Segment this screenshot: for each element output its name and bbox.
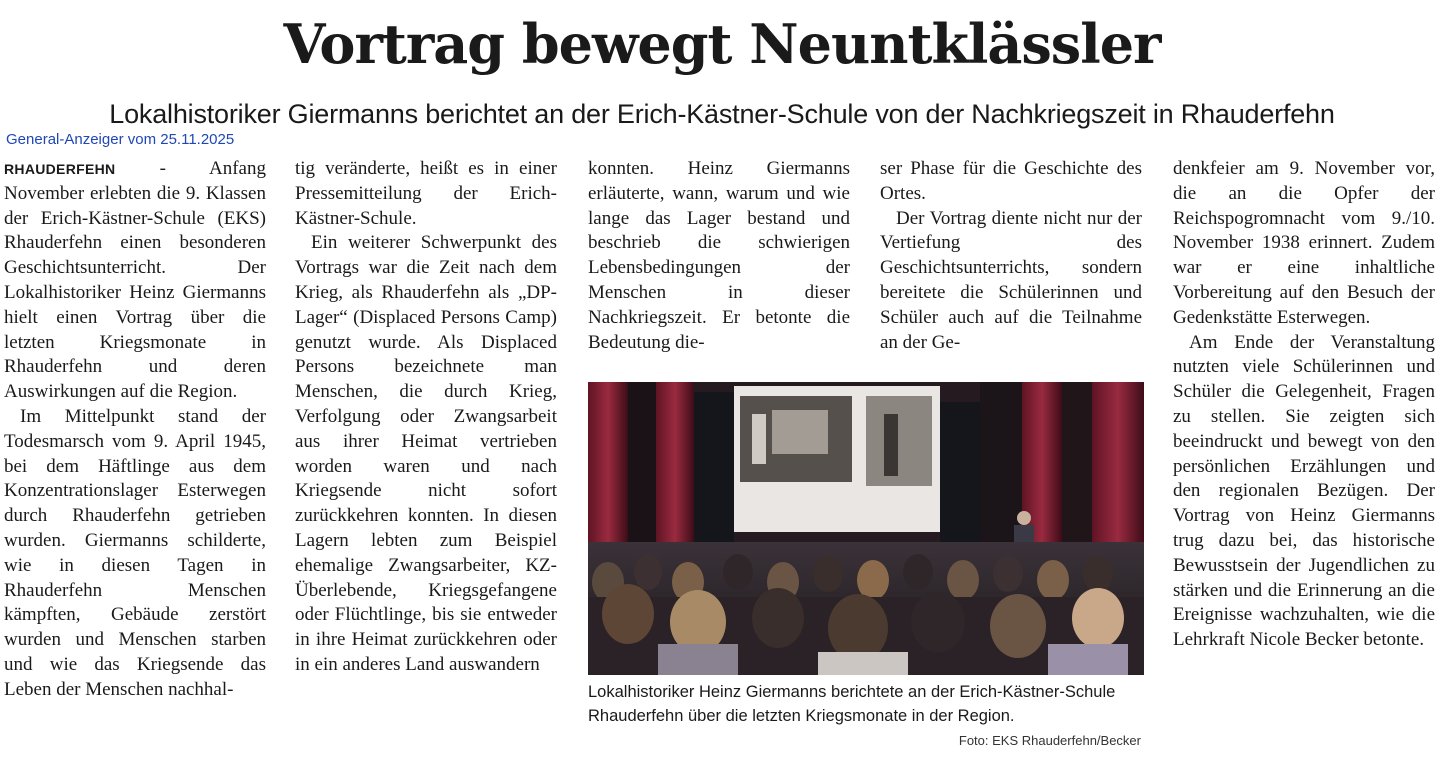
article-column-5	[1173, 157, 1435, 653]
paragraph-text: - Anfang November erlebten die 9. Klassen der Erich-Kästner-Schule (EKS) Rhauderfehn einen besonderen Geschichtsunterricht. Der Lokalhistoriker Heinz Giermanns hielt einen Vortrag über die letzten Kriegsmonate in Rhauderfehn und deren Auswirkungen auf die Region.	[4, 158, 266, 403]
article-column-4	[880, 157, 1142, 355]
article-column-2	[295, 157, 557, 678]
paragraph	[4, 157, 266, 405]
paragraph: ser Phase für die Geschichte des Ortes.	[880, 158, 1142, 204]
paragraph: Am Ende der Veranstaltung nutzten viele Schülerinnen und Schüler die Gelegenheit, Fragen zu stellen. Sie zeigten sich beeindruckt und bewegt von den persönlichen Erzählungen und den regionalen Bezügen. Der Vortrag von Heinz Giermanns trug dazu bei, das historische Bewusstsein der Jugendlichen zu stärken und die Erinnerung an die Ereignisse wachzuhalten, wie die Lehrkraft Nicole Becker betonte.	[1173, 331, 1435, 651]
article-photo	[588, 382, 1144, 675]
paragraph: Ein weiterer Schwerpunkt des Vortrags war die Zeit nach dem Krieg, als Rhauderfehn als „DP-Lager“ (Displaced Persons Camp) genutzt wurde. Als Displaced Persons bezeichnete man Menschen, die durch Krieg, Verfolgung oder Zwangsarbeit aus ihrer Heimat vertrieben worden waren und nach Kriegsende nicht sofort zurückkehren konnten. In diesen Lagern lebten zum Beispiel ehemalige Zwangsarbeiter, KZ-Überlebende, Kriegsgefangene oder Flüchtlinge, bis sie entweder in ihre Heimat zurückkehren oder in ein anderes Land auswandern	[295, 232, 557, 675]
photo-credit: Foto: EKS Rhauderfehn/Becker	[958, 733, 1141, 748]
dateline: RHAUDERFEHN	[4, 161, 116, 177]
article-column-3	[588, 157, 850, 355]
article-column-1	[4, 157, 266, 703]
paragraph: denkfeier am 9. November vor, die an die Opfer der Reichspogromnacht vom 9./10. November 1938 erinnert. Zudem war er eine inhaltliche Vorbereitung auf den Besuch der Gedenkstätte Esterwegen.	[1173, 158, 1435, 328]
paragraph: tig veränderte, heißt es in einer Pressemitteilung der Erich-Kästner-Schule.	[295, 158, 557, 229]
paragraph: konnten. Heinz Giermanns erläuterte, wann, warum und wie lange das Lager bestand und beschrieb die schwierigen Lebensbedingungen der Menschen in dieser Nachkriegszeit. Er betonte die Bedeutung die-	[588, 158, 850, 353]
photo-caption: Lokalhistoriker Heinz Giermanns berichtete an der Erich-Kästner-Schule Rhauderfehn über die letzten Kriegsmonate in der Region.	[588, 683, 1116, 725]
subheadline: Lokalhistoriker Giermanns berichtet an der Erich-Kästner-Schule von der Nachkriegszeit in Rhauderfehn	[109, 99, 1335, 129]
lecture-photo-illustration	[588, 382, 1144, 675]
source-label: General-Anzeiger vom 25.11.2025	[6, 131, 235, 148]
paragraph: Im Mittelpunkt stand der Todesmarsch vom 9. April 1945, bei dem Häftlinge aus dem Konzentrationslager Esterwegen durch Rhauderfehn getrieben wurden. Giermanns schilderte, wie in diesen Tagen in Rhauderfehn Menschen kämpften, Gebäude zerstört wurden und Menschen starben und wie das Kriegsende das Leben der Menschen nachhal-	[4, 405, 266, 700]
headline: Vortrag bewegt Neuntklässler	[283, 12, 1161, 76]
paragraph: Der Vortrag diente nicht nur der Vertiefung des Geschichtsunterrichts, sondern bereitete die Schülerinnen und Schüler auch auf die Teilnahme an der Ge-	[880, 207, 1142, 353]
